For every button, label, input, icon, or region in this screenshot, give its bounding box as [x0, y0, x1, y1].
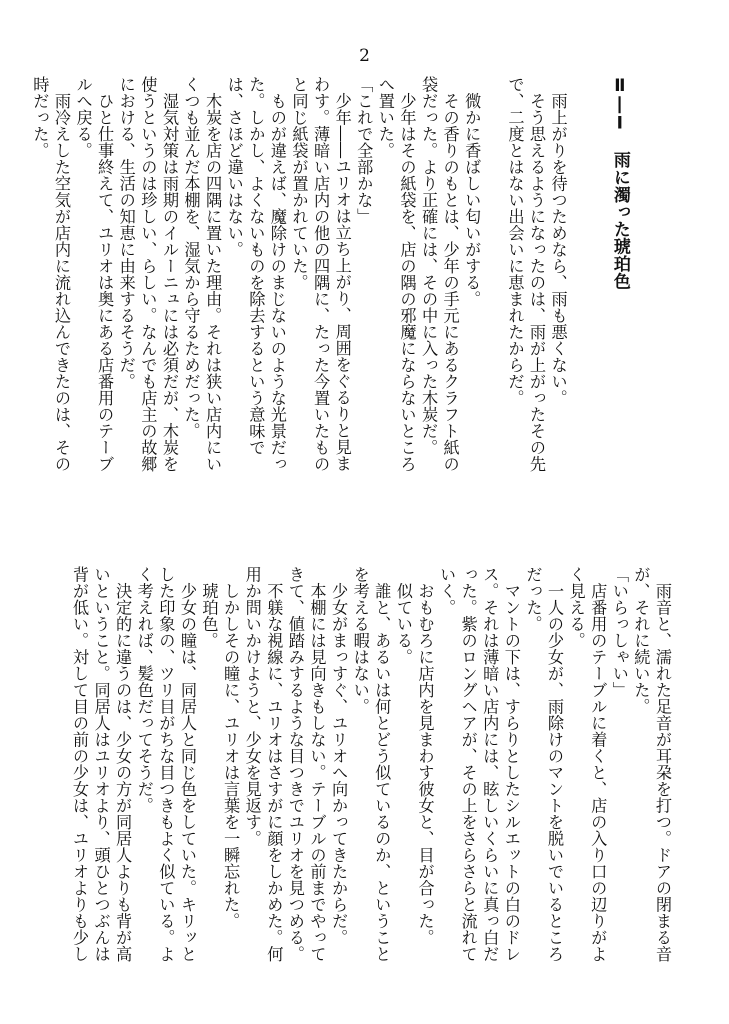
text-line: きて、値踏みするような目つきでユリオを見つめる。 — [285, 566, 305, 962]
text-line: ルへ戻る。 — [73, 76, 93, 159]
text-line: を考える暇はない。 — [350, 566, 370, 715]
text-line: く見える。 — [566, 566, 586, 649]
text-line: 木炭を店の四隅に置いた理由。それは狭い店内にい — [203, 76, 223, 472]
text-line: 少女がまっすぐ、ユリオへ向かってきたからだ。 — [329, 566, 349, 946]
page-number: 2 — [359, 46, 370, 66]
text-line: マントの下は、すらりとしたシルエットの白のドレ — [501, 566, 521, 962]
text-line: 不躾な視線に、ユリオはさすがに顔をしかめた。何 — [264, 566, 284, 962]
text-line: と同じ紙袋が置かれていた。 — [289, 76, 309, 291]
text-line: 用か問いかけようと、少女を見返す。 — [242, 566, 262, 847]
text-line: しかしその瞳に、ユリオは言葉を一瞬忘れた。 — [221, 566, 241, 929]
text-line: 雨冷えした空気が店内に流れ込んできたのは、その — [51, 76, 71, 472]
lower-text-block — [53, 566, 673, 968]
text-line: その香りのもとは、少年の手元にあるクラフト紙の — [440, 76, 460, 472]
text-line: 「いらっしゃい」 — [609, 566, 629, 698]
text-line: 誰と、あるいは何とどう似ているのか、ということ — [372, 566, 392, 962]
text-line: 雨上がりを待つためなら、雨も悪くない。 — [548, 76, 568, 406]
text-line: 少年はその紙袋を、店の隅の邪魔にならないところ — [397, 76, 417, 472]
text-line: 琥珀色。 — [199, 566, 219, 649]
text-line: わす。薄暗い店内の他の四隅に、たった今置いたもの — [311, 76, 331, 472]
text-line: 本棚には見向きもしない。テーブルの前までやって — [307, 566, 327, 962]
text-line: 微かに香ばしい匂いがする。 — [462, 76, 482, 307]
text-line: ス。それは薄暗い店内には、眩しいくらいに真っ白だ — [480, 566, 500, 962]
text-line: 時だった。 — [30, 76, 50, 159]
text-line: へ置いた。 — [375, 76, 395, 159]
text-line: だった。 — [523, 566, 543, 632]
text-line: おもむろに店内を見まわす彼女と、目が合った。 — [415, 566, 435, 946]
text-line: ものが違えば、魔除けのまじないのような光景だっ — [267, 76, 287, 472]
text-line: 決定的に違うのは、少女の方が同居人よりも背が高 — [113, 566, 133, 962]
text-line: 似ている。 — [393, 566, 413, 665]
text-line: 少年――ユリオは立ち上がり、周囲をぐるりと見ま — [332, 76, 352, 472]
upper-text-block — [30, 76, 673, 472]
text-line: した印象の、ツリ目がちな目つきもよく似ている。よ — [156, 566, 176, 962]
text-line: 少女の瞳は、同居人と同じ色をしていた。キリッと — [177, 566, 197, 962]
text-line: ひと仕事終えて、ユリオは奥にある店番用のテーブ — [95, 76, 115, 472]
text-line: った。紫のロングヘアが、その上をさらさらと流れて — [458, 566, 478, 962]
text-line: いということ。同居人はユリオより、頭ひとつぶんは — [91, 566, 111, 962]
text-line: 袋だった。より正確には、その中に入った木炭だ。 — [419, 76, 439, 456]
text-line: 使うというのは珍しい、らしい。なんでも店主の故郷 — [138, 76, 158, 472]
text-line: 背が低い。対して目の前の少女は、ユリオよりも少し — [69, 566, 89, 962]
text-line: いく。 — [437, 566, 457, 616]
text-line: が、それに続いた。 — [631, 566, 651, 715]
text-line: は、さほど違いはない。 — [224, 76, 244, 258]
text-line: における、生活の知恵に由来するそうだ。 — [116, 76, 136, 390]
text-line: で、二度とはない出会いに恵まれたからだ。 — [505, 76, 525, 406]
text-line: 雨音と、濡れた足音が耳朶を打つ。ドアの閉まる音 — [653, 566, 672, 962]
text-line: 湿気対策は雨期のイルーニュには必須だが、木炭を — [159, 76, 179, 472]
text-line — [482, 76, 504, 472]
text-line: く考えれば、髪色だってそうだ。 — [134, 566, 154, 814]
text-line: そう思えるようになったのは、雨が上がったその先 — [527, 76, 547, 472]
text-line: くつも並んだ本棚を、湿気から守るためだった。 — [181, 76, 201, 439]
text-line: 「これで全部かな」 — [354, 76, 374, 225]
chapter-heading: Ⅱ―Ⅰ 雨に濁った琥珀色 — [609, 76, 630, 290]
text-line: 一人の少女が、雨除けのマントを脱いでいるところ — [545, 566, 565, 962]
text-line: 店番用のテーブルに着くと、店の入り口の辺りがよ — [588, 566, 608, 962]
text-line: た。しかし、よくないものを除去するという意味で — [246, 76, 266, 456]
